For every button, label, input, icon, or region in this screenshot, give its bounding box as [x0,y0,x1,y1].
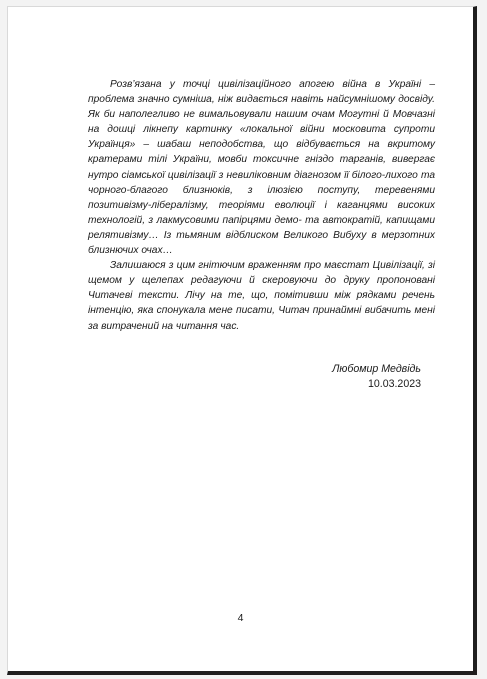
body-text [88,77,435,334]
paragraph-2: Залишаюся з цим гнітючим враженням про маєстат Цивілізації, зі щемом у щелепах редагуючи й скеровуючи до друку пропоновані Читачеві тексти. Лічу на те, що, помітивши між рядками речень інтенцію, яка спонукала мене писати, Читач принаймні вибачить мені за витрачений на читання час. [88,260,435,332]
signature-date: 10.03.2023 [367,378,421,390]
author-name: Любомир Медвідь [332,363,421,375]
page-number: 4 [237,612,244,624]
document-page [7,6,477,675]
paragraph-1: Розв’язана у точці цивілізаційного апогею війна в Україні – проблема значно сумніша, ніж видається навіть найсумнішому досвіду. Як би наполегливо не вимальовували нашим очам Могутні й Мовчазні на дошці лікнепу картинку «локальної війни московита супроти Українця» – шабаш неподобства, що відбувається на вкритому кратерами тілі України, мовби токсичне гніздо тарганів, вивергає нутро сіамської цивілізації з невиліковним діагнозом її білого-лихого та чорного-благого близнюків, з ілюзією поступу, теревенями позитивізму-лібералізму, теоріями еволюції і каганцями високих технологій, з лакмусовими папірцями демо- та автократій, капищами релятивізму… Із тьмяним відблиском Великого Вибуху в мерзотних близнючих очах… [88,79,435,257]
signature-block [332,362,421,392]
